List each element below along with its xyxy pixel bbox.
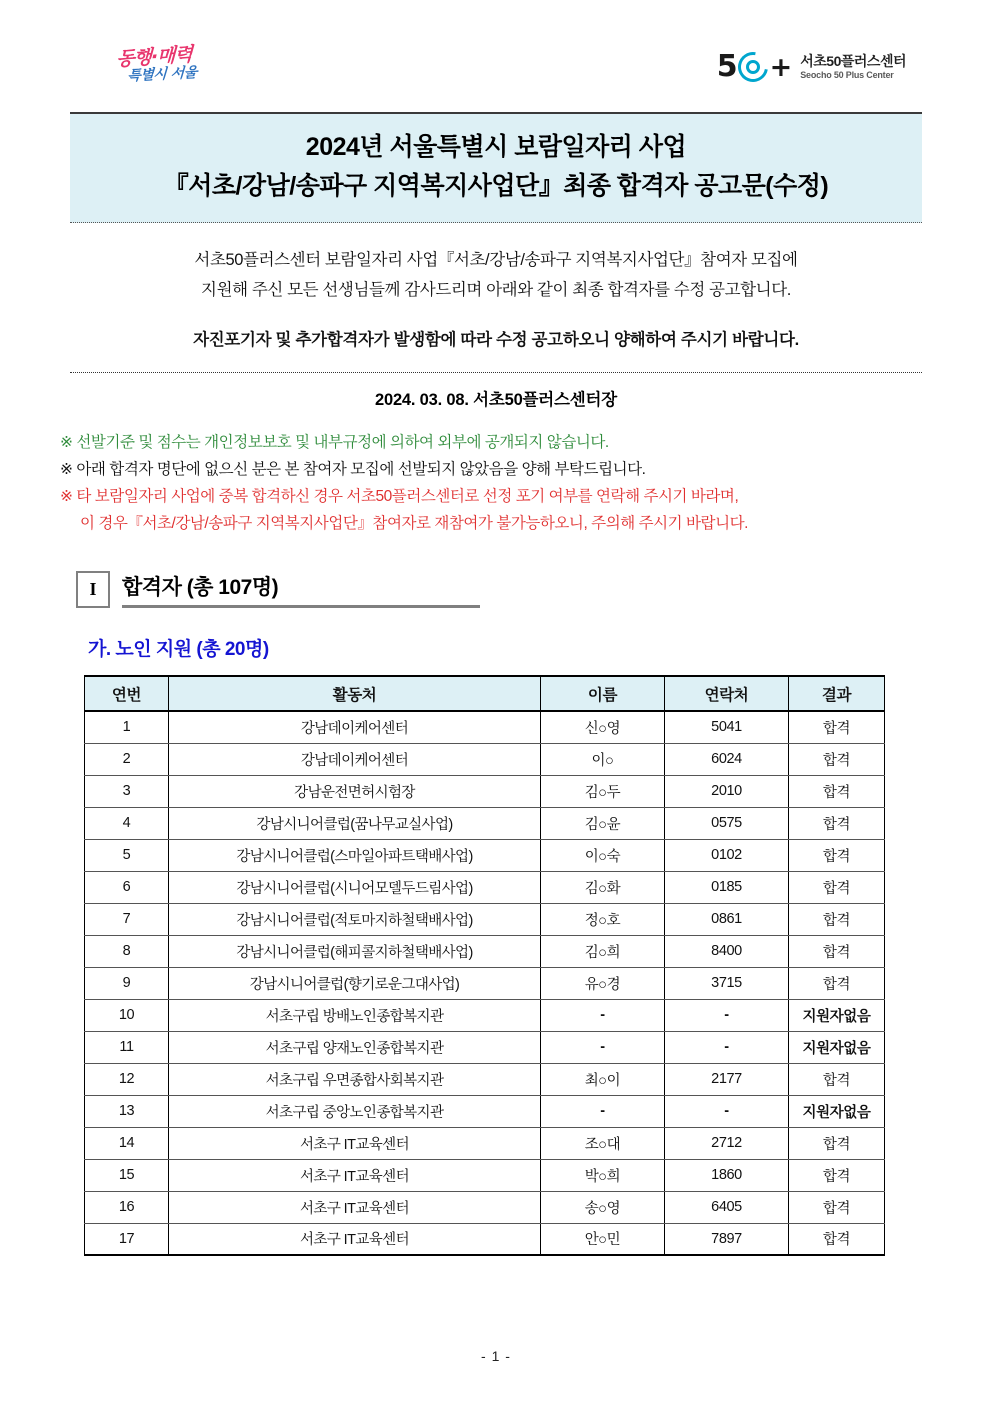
cell-tel: 0102	[665, 839, 789, 871]
section-title-underline	[122, 571, 480, 608]
cell-result: 합격	[789, 1223, 885, 1255]
cell-org: 강남운전면허시험장	[169, 775, 541, 807]
cell-tel: 0861	[665, 903, 789, 935]
cell-name: 조○대	[541, 1127, 665, 1159]
cell-tel: 1860	[665, 1159, 789, 1191]
cell-name: 안○민	[541, 1223, 665, 1255]
cell-org: 강남시니어클럽(해피콜지하철택배사업)	[169, 935, 541, 967]
cell-result: 지원자없음	[789, 999, 885, 1031]
cell-result: 합격	[789, 839, 885, 871]
col-header-name: 이름	[541, 676, 665, 711]
cell-no: 11	[85, 1031, 169, 1063]
cell-org: 서초구 IT교육센터	[169, 1191, 541, 1223]
intro-paragraph-1: 서초50플러스센터 보람일자리 사업『서초/강남/송파구 지역복지사업단』참여자 모집에	[194, 250, 798, 269]
cell-tel: 6024	[665, 743, 789, 775]
center-name-block	[800, 53, 906, 80]
cell-result: 합격	[789, 743, 885, 775]
cell-tel: -	[665, 999, 789, 1031]
table-row	[85, 1223, 885, 1255]
cell-no: 2	[85, 743, 169, 775]
table-row	[85, 807, 885, 839]
cell-tel: 6405	[665, 1191, 789, 1223]
cell-tel: 7897	[665, 1223, 789, 1255]
table-header-row	[85, 676, 885, 711]
cell-name: 정○호	[541, 903, 665, 935]
cell-no: 6	[85, 871, 169, 903]
cell-result: 합격	[789, 1063, 885, 1095]
table-row	[85, 1063, 885, 1095]
section-header	[76, 571, 480, 608]
center-name-korean: 서초50플러스센터	[800, 53, 906, 70]
cell-tel: 0185	[665, 871, 789, 903]
cell-result: 합격	[789, 775, 885, 807]
cell-name: 박○희	[541, 1159, 665, 1191]
note-item-2: ※ 아래 합격자 명단에 없으신 분은 본 참여자 모집에 선발되지 않았음을 양해 부탁드립니다.	[60, 460, 646, 478]
signature-line: 2024. 03. 08. 서초50플러스센터장	[375, 390, 617, 409]
cell-result: 합격	[789, 1127, 885, 1159]
table-row	[85, 839, 885, 871]
seoul-city-logo	[84, 43, 224, 106]
cell-no: 17	[85, 1223, 169, 1255]
cell-result: 합격	[789, 903, 885, 935]
roster-table-wrap	[84, 675, 884, 1256]
table-row	[85, 967, 885, 999]
cell-org: 서초구 IT교육센터	[169, 1223, 541, 1255]
cell-name: 김○윤	[541, 807, 665, 839]
intro-block	[70, 245, 922, 355]
cell-tel: -	[665, 1095, 789, 1127]
cell-name: 김○희	[541, 935, 665, 967]
cell-no: 9	[85, 967, 169, 999]
table-row	[85, 743, 885, 775]
cell-result: 합격	[789, 711, 885, 743]
col-header-org: 활동처	[169, 676, 541, 711]
seoul-logo-line1: 동행·매력	[115, 43, 193, 71]
cell-result: 지원자없음	[789, 1095, 885, 1127]
section-title: 합격자 (총 107명)	[122, 576, 279, 600]
title-line-1: 2024년 서울특별시 보람일자리 사업	[305, 133, 687, 161]
cell-org: 강남시니어클럽(향기로운그대사업)	[169, 967, 541, 999]
cell-tel: 2177	[665, 1063, 789, 1095]
seoul-logo-line2: 특별시 서울	[126, 64, 198, 85]
cell-result: 합격	[789, 967, 885, 999]
cell-name: -	[541, 1095, 665, 1127]
cell-org: 강남시니어클럽(꿈나무교실사업)	[169, 807, 541, 839]
table-row	[85, 903, 885, 935]
cell-org: 강남데이케어센터	[169, 743, 541, 775]
table-row	[85, 711, 885, 743]
cell-no: 5	[85, 839, 169, 871]
table-row	[85, 1159, 885, 1191]
logo-row	[0, 0, 992, 85]
cell-org: 서초구립 우면종합사회복지관	[169, 1063, 541, 1095]
cell-name: -	[541, 1031, 665, 1063]
cell-no: 13	[85, 1095, 169, 1127]
table-row	[85, 1127, 885, 1159]
fifty-plus-mark	[716, 49, 792, 84]
cell-result: 합격	[789, 1191, 885, 1223]
intro-paragraph-2: 지원해 주신 모든 선생님들께 감사드리며 아래와 같이 최종 합격자를 수정 공고합니다.	[201, 280, 791, 299]
cell-org: 서초구립 방배노인종합복지관	[169, 999, 541, 1031]
cell-tel: -	[665, 1031, 789, 1063]
col-header-result: 결과	[789, 676, 885, 711]
title-line-2: 『서초/강남/송파구 지역복지사업단』최종 합격자 공고문(수정)	[163, 171, 829, 200]
table-row	[85, 775, 885, 807]
cell-name: 김○화	[541, 871, 665, 903]
note-item-3-line2: 이 경우『서초/강남/송파구 지역복지사업단』참여자로 재참여가 불가능하오니, 주의해 주시기 바랍니다.	[80, 514, 748, 532]
note-item-3-line1: ※ 타 보람일자리 사업에 중복 합격하신 경우 서초50플러스센터로 선정 포기 여부를 연락해 주시기 바라며,	[60, 487, 739, 505]
cell-tel: 0575	[665, 807, 789, 839]
cell-name: 김○두	[541, 775, 665, 807]
cell-org: 서초구 IT교육센터	[169, 1159, 541, 1191]
page-number-footer: - 1 -	[481, 1348, 511, 1364]
roster-table	[84, 675, 885, 1256]
table-row	[85, 999, 885, 1031]
table-row	[85, 1191, 885, 1223]
intro-bold-note: 자진포기자 및 추가합격자가 발생함에 따라 수정 공고하오니 양해하여 주시기 바랍니다.	[193, 330, 799, 349]
cell-name: 송○영	[541, 1191, 665, 1223]
col-header-no: 연번	[85, 676, 169, 711]
cell-name: 이○숙	[541, 839, 665, 871]
cell-tel: 2010	[665, 775, 789, 807]
notes-block	[30, 429, 992, 538]
section-marker-box: I	[76, 571, 110, 608]
cell-result: 지원자없음	[789, 1031, 885, 1063]
cell-org: 강남데이케어센터	[169, 711, 541, 743]
cell-org: 강남시니어클럽(적토마지하철택배사업)	[169, 903, 541, 935]
cell-org: 강남시니어클럽(스마일아파트택배사업)	[169, 839, 541, 871]
cell-no: 12	[85, 1063, 169, 1095]
cell-result: 합격	[789, 871, 885, 903]
fifty-digit-five: 5	[716, 49, 737, 84]
cell-tel: 3715	[665, 967, 789, 999]
cell-name: 최○이	[541, 1063, 665, 1095]
cell-no: 8	[85, 935, 169, 967]
cell-no: 3	[85, 775, 169, 807]
cell-no: 16	[85, 1191, 169, 1223]
document-title-banner	[70, 112, 922, 223]
seocho-50plus-logo	[716, 49, 906, 84]
cell-result: 합격	[789, 1159, 885, 1191]
circle-ring-icon	[738, 52, 768, 82]
cell-name: 신○영	[541, 711, 665, 743]
cell-no: 14	[85, 1127, 169, 1159]
center-name-english: Seocho 50 Plus Center	[800, 70, 894, 81]
cell-no: 7	[85, 903, 169, 935]
cell-tel: 2712	[665, 1127, 789, 1159]
cell-result: 합격	[789, 807, 885, 839]
table-row	[85, 935, 885, 967]
note-item-3	[60, 483, 962, 537]
cell-org: 서초구 IT교육센터	[169, 1127, 541, 1159]
cell-no: 10	[85, 999, 169, 1031]
cell-name: -	[541, 999, 665, 1031]
note-item-1: ※ 선발기준 및 점수는 개인정보보호 및 내부규정에 의하여 외부에 공개되지 않습니다.	[60, 433, 609, 451]
roster-table-body	[85, 711, 885, 1255]
cell-org: 강남시니어클럽(시니어모델두드림사업)	[169, 871, 541, 903]
subsection-title: 가. 노인 지원 (총 20명)	[88, 639, 269, 661]
cell-result: 합격	[789, 935, 885, 967]
table-row	[85, 871, 885, 903]
table-row	[85, 1031, 885, 1063]
plus-sign-icon: +	[769, 51, 792, 83]
cell-no: 1	[85, 711, 169, 743]
cell-no: 15	[85, 1159, 169, 1191]
intro-divider	[70, 372, 922, 373]
cell-name: 이○	[541, 743, 665, 775]
cell-name: 유○경	[541, 967, 665, 999]
cell-org: 서초구립 중앙노인종합복지관	[169, 1095, 541, 1127]
cell-no: 4	[85, 807, 169, 839]
cell-org: 서초구립 양재노인종합복지관	[169, 1031, 541, 1063]
table-row	[85, 1095, 885, 1127]
col-header-tel: 연락처	[665, 676, 789, 711]
cell-tel: 8400	[665, 935, 789, 967]
cell-tel: 5041	[665, 711, 789, 743]
